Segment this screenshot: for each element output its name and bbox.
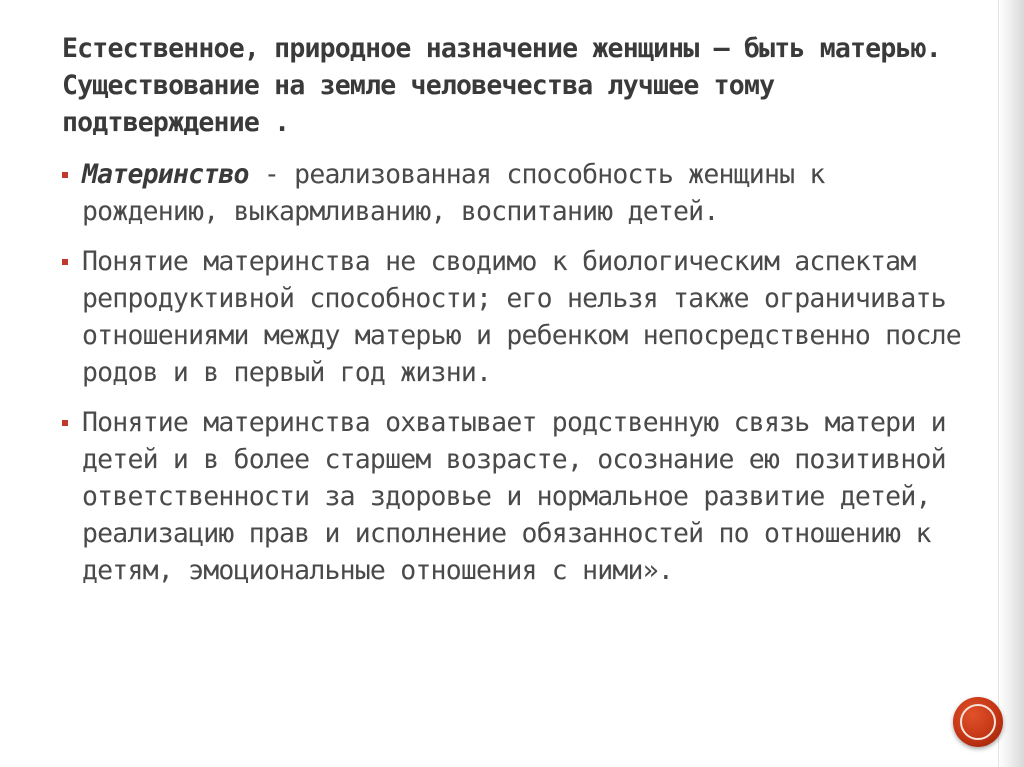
bullet-text: Понятие материнства охватывает родственную связь матери и детей и в более старшем возрасте, осознание ею позитивной ответственности за здоровье и нормальное развитие детей, реализацию прав и исполнение обязанностей по отношению к детям, эмоциональные отношения с ними».: [82, 407, 946, 586]
bullet-term: Материнство: [82, 159, 249, 190]
bullet-text: Понятие материнства не сводимо к биологическим аспектам репродуктивной способности; его нельзя также ограничивать отношениями между матерью и ребенком непосредственно после родов и в первый год жизни.: [82, 246, 961, 388]
square-bullet-icon: [62, 172, 68, 178]
square-bullet-icon: [62, 259, 68, 265]
slide-heading: Естественное, природное назначение женщины – быть матерью. Существование на земле человечества лучшее тому подтверждение .: [62, 33, 941, 138]
bullet-item: [60, 404, 965, 589]
bullet-item: [60, 243, 965, 391]
circle-badge-icon: [953, 697, 1003, 747]
bullet-item: [60, 156, 965, 230]
bullet-text: - реализованная способность женщины к рождению, выкармливанию, воспитанию детей.: [82, 159, 825, 227]
bullet-list: [60, 156, 965, 602]
slide-right-edge: [998, 0, 1024, 767]
square-bullet-icon: [62, 420, 68, 426]
